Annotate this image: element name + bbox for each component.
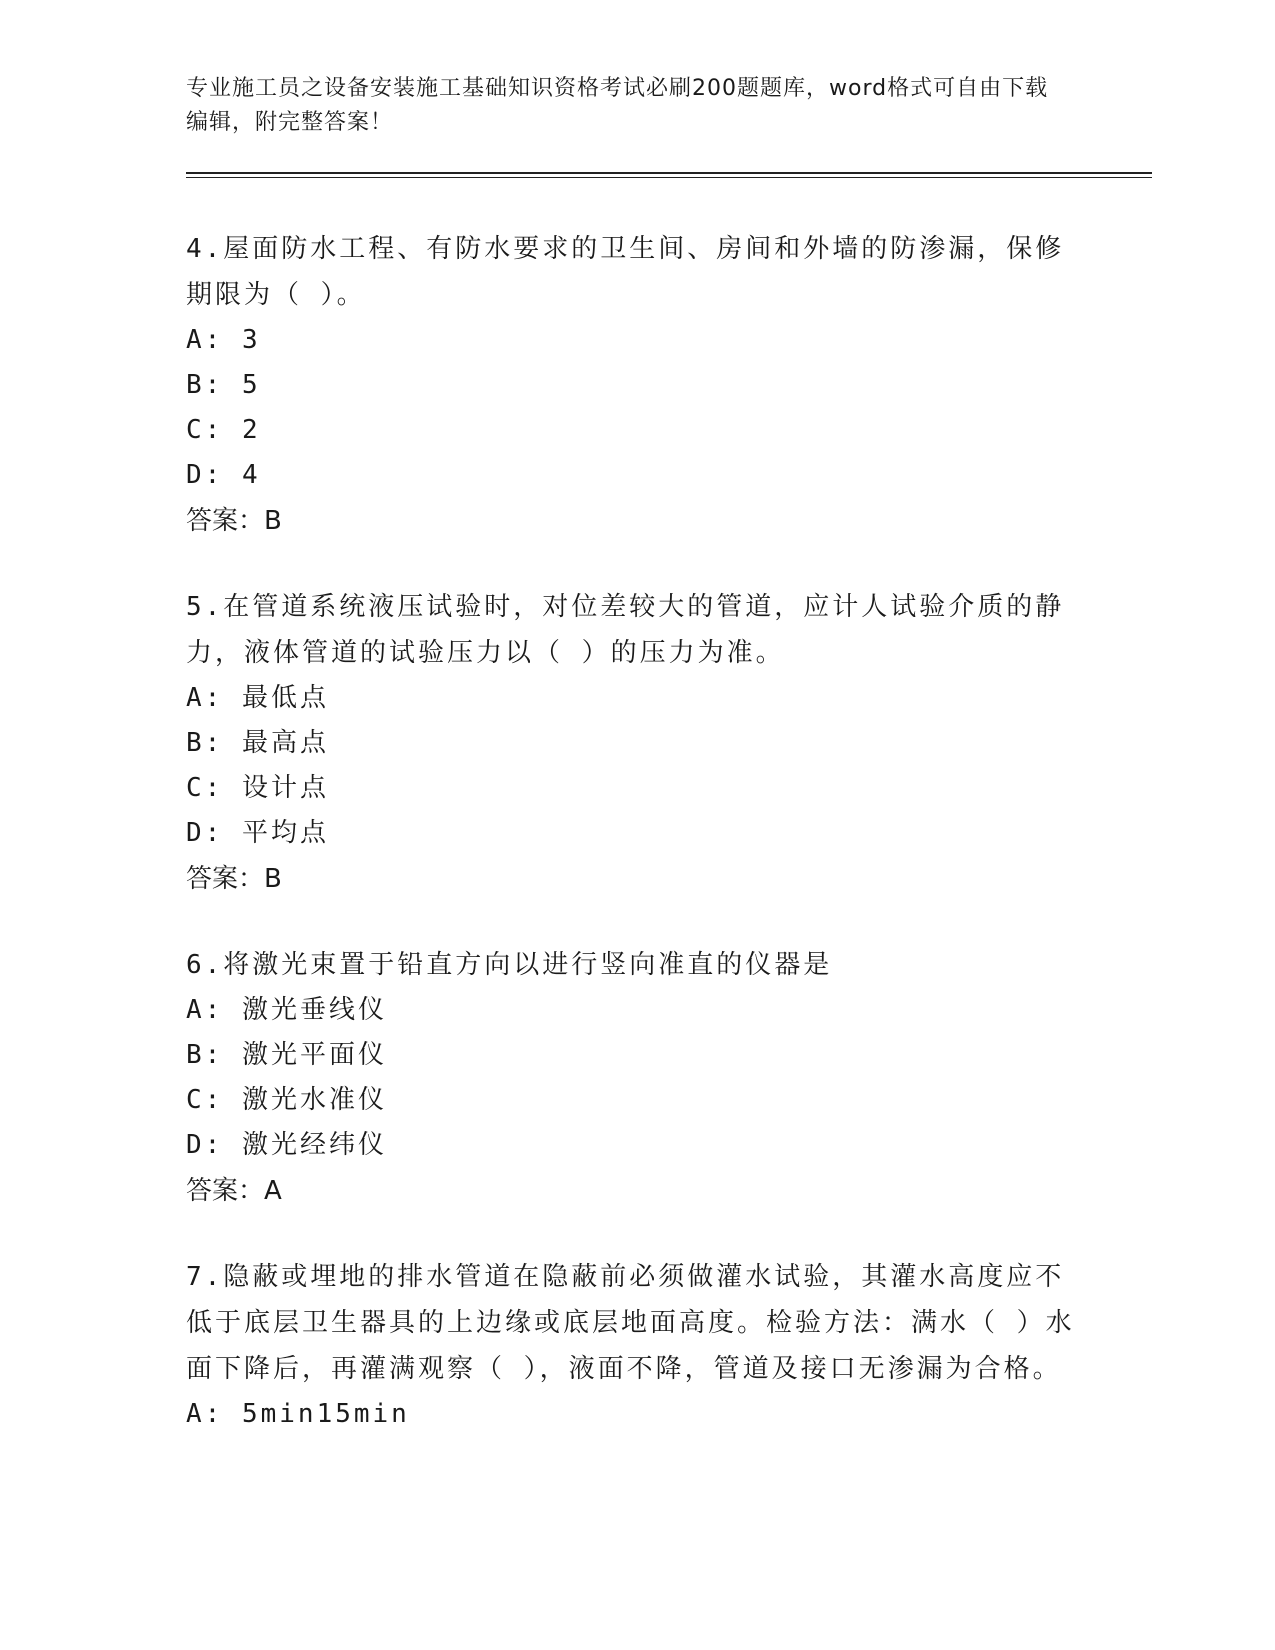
option-d: D: 激光经纬仪 (186, 1130, 387, 1160)
question-stem: 6.将激光束置于铅直方向以进行竖向准直的仪器是 (186, 950, 833, 980)
question-list (186, 226, 1146, 1437)
option-b: B: 5 (186, 370, 261, 400)
answer-line: 答案：B (186, 506, 282, 536)
option-a: A: 最低点 (186, 683, 329, 713)
question-stem: 7.隐蔽或埋地的排水管道在隐蔽前必须做灌水试验，其灌水高度应不低于底层卫生器具的上边缘或底层地面高度。检验方法：满水（ ）水面下降后，再灌满观察（ ），液面不降，管道及接口无渗漏为合格。 (186, 1262, 1075, 1384)
option-d: D: 平均点 (186, 818, 329, 848)
question-stem: 5.在管道系统液压试验时，对位差较大的管道，应计人试验介质的静力，液体管道的试验压力以（ ）的压力为准。 (186, 592, 1065, 668)
document-page (186, 72, 1146, 1477)
question-stem: 4.屋面防水工程、有防水要求的卫生间、房间和外墙的防渗漏，保修期限为（ ）。 (186, 234, 1065, 310)
answer-line: 答案：B (186, 864, 282, 894)
question-4 (186, 226, 1146, 544)
option-a: A: 3 (186, 325, 261, 355)
option-c: C: 2 (186, 415, 261, 445)
option-c: C: 激光水准仪 (186, 1085, 387, 1115)
option-d: D: 4 (186, 460, 261, 490)
option-a: A: 激光垂线仪 (186, 995, 387, 1025)
option-b: B: 最高点 (186, 728, 329, 758)
question-7 (186, 1254, 1146, 1437)
option-a: A: 5min15min (186, 1399, 410, 1429)
question-5 (186, 584, 1146, 902)
option-b: B: 激光平面仪 (186, 1040, 387, 1070)
option-c: C: 设计点 (186, 773, 329, 803)
document-header: 专业施工员之设备安装施工基础知识资格考试必刷200题题库，word格式可自由下载编辑，附完整答案！ (186, 76, 1049, 135)
header-divider (186, 172, 1152, 178)
question-6 (186, 942, 1146, 1214)
answer-line: 答案：A (186, 1176, 282, 1206)
